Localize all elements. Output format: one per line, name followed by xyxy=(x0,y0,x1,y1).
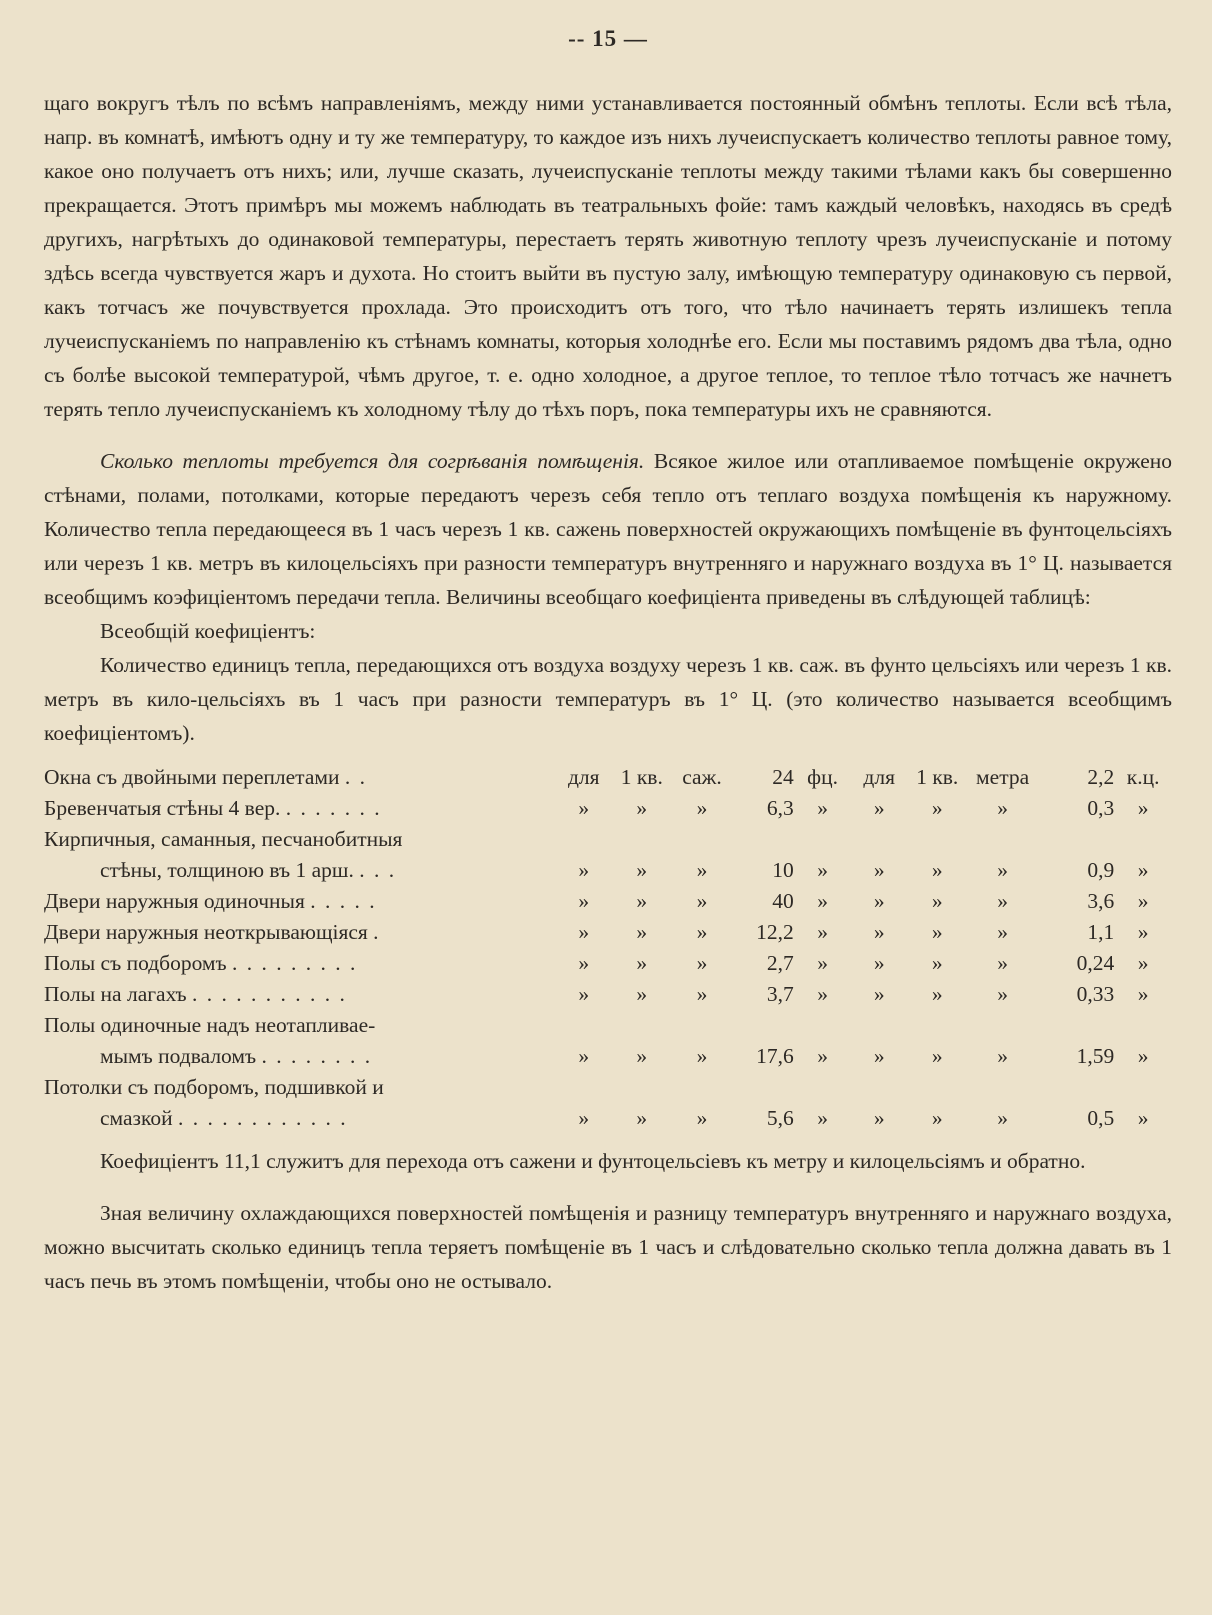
page-number: -- 15 — xyxy=(568,26,648,51)
cell-u2: » xyxy=(1137,796,1149,820)
paragraph-5: Коефицiентъ 11,1 служитъ для перехода отъ сажени и фунтоцельсiевъ къ метру и килоцельсiямъ и обратно. xyxy=(100,1149,1086,1173)
row-name xyxy=(44,886,556,917)
table-row xyxy=(44,824,1172,855)
table-row xyxy=(44,1103,1172,1134)
section-heading: Сколько теплоты требуется для согрѣванiя помѣщенiя. xyxy=(100,449,645,473)
cell-c1 xyxy=(556,1010,612,1041)
table-row xyxy=(44,762,1172,793)
cell-c4: » xyxy=(873,920,885,944)
leader-dots: . . . . . . . . . xyxy=(232,951,358,975)
leader-dots: . . . . . . . . . . . xyxy=(192,982,347,1006)
table-row xyxy=(44,1072,1172,1103)
cell-c3: » xyxy=(696,951,708,975)
cell-c6: » xyxy=(997,889,1008,913)
cell-v1: 17,6 xyxy=(756,1044,794,1068)
row-name xyxy=(44,824,556,855)
row-name xyxy=(44,1103,556,1134)
cell-c2: » xyxy=(636,982,648,1006)
cell-c5: » xyxy=(931,982,943,1006)
cell-c5: » xyxy=(931,1106,943,1130)
cell-c1: » xyxy=(578,920,590,944)
row-label: Двери наружныя одиночныя xyxy=(44,889,305,913)
table-row xyxy=(44,1041,1172,1072)
cell-u2: к.ц. xyxy=(1126,765,1160,789)
cell-c6: » xyxy=(997,920,1008,944)
row-name xyxy=(44,1072,556,1103)
row-name xyxy=(44,793,556,824)
cell-c4: » xyxy=(873,982,885,1006)
cell-v1: 5,6 xyxy=(766,1106,794,1130)
cell-c5: » xyxy=(931,1044,943,1068)
cell-u2: » xyxy=(1137,1044,1149,1068)
row-label: Полы одиночные надъ неотапливае- xyxy=(44,1013,376,1037)
cell-c5 xyxy=(907,1010,967,1041)
row-name xyxy=(44,1010,556,1041)
cell-c3: » xyxy=(696,1106,708,1130)
row-label: Потолки съ подборомъ, подшивкой и xyxy=(44,1075,384,1099)
row-label: Окна съ двойными переплетами xyxy=(44,765,340,789)
cell-c2: 1 кв. xyxy=(620,765,663,789)
cell-c2: » xyxy=(636,858,648,882)
table-row xyxy=(44,793,1172,824)
row-label: Полы на лагахъ xyxy=(44,982,187,1006)
cell-c2: » xyxy=(636,920,648,944)
cell-c6 xyxy=(967,1072,1037,1103)
paragraph-4: Количество единицъ тепла, передающихся отъ воздуха воздуху черезъ 1 кв. саж. въ фунто цельсiяхъ или черезъ 1 кв. метръ въ кило-цельсiяхъ въ 1 часъ при разности температуръ въ 1° Ц. (это количество называется всеобщимъ коефицiентомъ). xyxy=(44,653,1172,745)
cell-u1: » xyxy=(817,920,828,944)
cell-c1: » xyxy=(578,858,590,882)
cell-u1: » xyxy=(817,796,828,820)
row-name xyxy=(44,948,556,979)
cell-u1: » xyxy=(817,951,828,975)
cell-u1: » xyxy=(817,982,828,1006)
cell-v2: 0,33 xyxy=(1076,982,1115,1006)
cell-c6: » xyxy=(997,951,1008,975)
cell-u2 xyxy=(1114,1010,1172,1041)
row-label: Кирпичныя, саманныя, песчанобитныя xyxy=(44,827,403,851)
cell-c1 xyxy=(556,1072,612,1103)
cell-v2: 0,24 xyxy=(1076,951,1115,975)
cell-v1: 40 xyxy=(772,889,794,913)
cell-v1 xyxy=(732,1072,794,1103)
cell-c1: » xyxy=(578,1106,590,1130)
coefficient-table xyxy=(44,762,1172,1134)
cell-c1: » xyxy=(578,951,590,975)
cell-v1: 3,7 xyxy=(766,982,794,1006)
cell-v1: 2,7 xyxy=(766,951,794,975)
cell-v1: 12,2 xyxy=(756,920,794,944)
row-label: смазкой xyxy=(100,1106,173,1130)
row-name xyxy=(44,979,556,1010)
table-row xyxy=(44,979,1172,1010)
cell-c4: » xyxy=(873,889,885,913)
cell-c5: » xyxy=(931,858,943,882)
paragraph-1: щаго вокругъ тѣлъ по всѣмъ направленiямъ, между ними устанавливается постоянный обмѣнъ теплоты. Если всѣ тѣла, напр. въ комнатѣ, имѣютъ одну и ту же температуру, то каждое изъ нихъ лучеиспускаетъ количество теплоты равное тому, какое оно получаетъ отъ нихъ; или, лучше сказать, лучеиспусканiе теплоты между такими тѣлами какъ бы совершенно прекращается. Этотъ примѣръ мы можемъ наблюдать въ театральныхъ фойе: тамъ каждый человѣкъ, находясь въ средѣ другихъ, нагрѣтыхъ до одинаковой температуры, перестаетъ терять животную теплоту чрезъ лучеиспусканiе и потому здѣсь всегда чувствуется жаръ и духота. Но стоитъ выйти въ пустую залу, имѣющую температуру одинаковую съ первой, какъ тотчасъ же почувствуется прохлада. Это происходитъ отъ того, что тѣло начинаетъ терять излишекъ тепла лучеиспусканiемъ по направленiю къ стѣнамъ комнаты, которыя холоднѣе его. Если мы поставимъ рядомъ два тѣла, одно съ болѣе высокой температурой, чѣмъ другое, т. е. одно холодное, а другое теплое, то теплое тѣло тотчасъ же начнетъ терять тепло лучеиспусканiемъ къ холодному тѣлу до тѣхъ поръ, пока температуры ихъ не сравняются. xyxy=(44,91,1172,421)
cell-v1: 6,3 xyxy=(766,796,794,820)
cell-c2: » xyxy=(636,951,648,975)
leader-dots: . . xyxy=(344,765,367,789)
paragraph-2 xyxy=(44,444,1172,614)
cell-c4: » xyxy=(873,951,885,975)
cell-c1: для xyxy=(567,765,600,789)
cell-c6 xyxy=(967,824,1037,855)
cell-c2: » xyxy=(636,1106,648,1130)
cell-c2 xyxy=(612,1072,672,1103)
cell-c5 xyxy=(907,824,967,855)
cell-v2: 0,9 xyxy=(1087,858,1115,882)
cell-u2: » xyxy=(1137,889,1149,913)
leader-dots: . . . . . . . . xyxy=(261,1044,373,1068)
cell-c1: » xyxy=(578,1044,590,1068)
cell-c1: » xyxy=(578,982,590,1006)
cell-c4: » xyxy=(873,1106,885,1130)
cell-c6: » xyxy=(997,796,1008,820)
cell-u1: » xyxy=(817,1106,828,1130)
cell-c6: » xyxy=(997,858,1008,882)
row-label: Бревенчатыя стѣны 4 вер. xyxy=(44,796,281,820)
cell-u2: » xyxy=(1137,858,1149,882)
cell-c3: » xyxy=(696,1044,708,1068)
cell-u1: » xyxy=(817,889,828,913)
cell-c5: » xyxy=(931,889,943,913)
cell-c4 xyxy=(851,1010,907,1041)
cell-c1: » xyxy=(578,796,590,820)
row-name xyxy=(44,1041,556,1072)
table-row xyxy=(44,855,1172,886)
cell-c5: » xyxy=(931,951,943,975)
cell-v1: 24 xyxy=(772,765,794,789)
cell-c2: » xyxy=(636,796,648,820)
row-name xyxy=(44,762,556,793)
table-row xyxy=(44,948,1172,979)
cell-c6: » xyxy=(997,1044,1008,1068)
cell-c3: » xyxy=(696,982,708,1006)
leader-dots: . . . xyxy=(359,858,397,882)
table-row xyxy=(44,917,1172,948)
cell-v2: 1,1 xyxy=(1087,920,1115,944)
cell-c3 xyxy=(672,824,732,855)
cell-c6: » xyxy=(997,982,1008,1006)
cell-c5: » xyxy=(931,796,943,820)
row-label: Двери наружныя неоткрывающiяся xyxy=(44,920,368,944)
cell-v2: 0,5 xyxy=(1087,1106,1115,1130)
cell-u2: » xyxy=(1137,1106,1149,1130)
cell-c5: 1 кв. xyxy=(916,765,959,789)
cell-c6: » xyxy=(997,1106,1008,1130)
leader-dots: . xyxy=(373,920,381,944)
cell-c3: » xyxy=(696,920,708,944)
cell-c2 xyxy=(612,1010,672,1041)
paragraph-2-text: Всякое жилое или отапливаемое помѣщенiе окружено стѣнами, полами, потолками, которые передаютъ черезъ себя тепло отъ теплаго воздуха помѣщенiя къ наружному. Количество тепла передающееся въ 1 часъ черезъ 1 кв. сажень поверхностей окружающихъ помѣщенiе въ фунтоцельсiяхъ или черезъ 1 кв. метръ въ килоцельсiяхъ при разности температуръ внутренняго и наружнаго воздуха въ 1° Ц. называется всеобщимъ коэфицiентомъ передачи тепла. Величины всеобщаго коефицiента приведены въ слѣдующей таблицѣ: xyxy=(44,449,1172,609)
paragraph-3: Всеобщiй коефицiентъ: xyxy=(100,619,316,643)
cell-v2: 2,2 xyxy=(1087,765,1115,789)
cell-c1 xyxy=(556,824,612,855)
cell-u1: фц. xyxy=(807,765,838,789)
paragraph-6: Зная величину охлаждающихся поверхностей помѣщенiя и разницу температуръ внутренняго и наружнаго воздуха, можно высчитать сколько единицъ тепла теряетъ помѣщенiе въ 1 часъ и слѣдовательно сколько тепла должна давать въ 1 часъ печь въ этомъ помѣщенiи, чтобы оно не остывало. xyxy=(44,1201,1172,1293)
row-label: стѣны, толщиною въ 1 арш. xyxy=(100,858,354,882)
cell-c4: для xyxy=(863,765,895,789)
cell-c4: » xyxy=(873,1044,885,1068)
row-name xyxy=(44,855,556,886)
cell-c2: » xyxy=(636,1044,648,1068)
table-row xyxy=(44,1010,1172,1041)
cell-v1: 10 xyxy=(772,858,794,882)
cell-c4 xyxy=(851,1072,907,1103)
cell-u1 xyxy=(794,824,852,855)
cell-v2 xyxy=(1038,1010,1114,1041)
cell-u2: » xyxy=(1137,982,1149,1006)
leader-dots: . . . . . . . . . . . . xyxy=(178,1106,348,1130)
cell-v2: 0,3 xyxy=(1087,796,1115,820)
cell-c3: саж. xyxy=(682,765,722,789)
cell-v1 xyxy=(732,1010,794,1041)
cell-c3: » xyxy=(696,889,708,913)
cell-c3: » xyxy=(696,858,708,882)
cell-v2 xyxy=(1038,1072,1114,1103)
cell-c4 xyxy=(851,824,907,855)
table-row xyxy=(44,886,1172,917)
row-name xyxy=(44,917,556,948)
leader-dots: . . . . . xyxy=(310,889,377,913)
cell-c4: » xyxy=(873,796,885,820)
cell-c2: » xyxy=(636,889,648,913)
cell-u2 xyxy=(1114,824,1172,855)
cell-c6 xyxy=(967,1010,1037,1041)
cell-u1 xyxy=(794,1072,852,1103)
row-label: Полы съ подборомъ xyxy=(44,951,227,975)
cell-u1 xyxy=(794,1010,852,1041)
cell-c5: » xyxy=(931,920,943,944)
cell-c3: » xyxy=(696,796,708,820)
cell-c3 xyxy=(672,1072,732,1103)
cell-u2: » xyxy=(1137,951,1149,975)
cell-c1: » xyxy=(578,889,590,913)
leader-dots: . . . . . . . xyxy=(285,796,382,820)
cell-c5 xyxy=(907,1072,967,1103)
cell-u1: » xyxy=(817,1044,828,1068)
cell-c6: метра xyxy=(976,765,1030,789)
cell-c4: » xyxy=(873,858,885,882)
row-label: мымъ подваломъ xyxy=(100,1044,257,1068)
cell-u1: » xyxy=(817,858,828,882)
cell-v2 xyxy=(1038,824,1114,855)
page-body xyxy=(44,86,1172,1298)
cell-c3 xyxy=(672,1010,732,1041)
cell-v2: 3,6 xyxy=(1087,889,1115,913)
cell-c2 xyxy=(612,824,672,855)
cell-v2: 1,59 xyxy=(1076,1044,1115,1068)
cell-u2 xyxy=(1114,1072,1172,1103)
cell-v1 xyxy=(732,824,794,855)
cell-u2: » xyxy=(1137,920,1149,944)
